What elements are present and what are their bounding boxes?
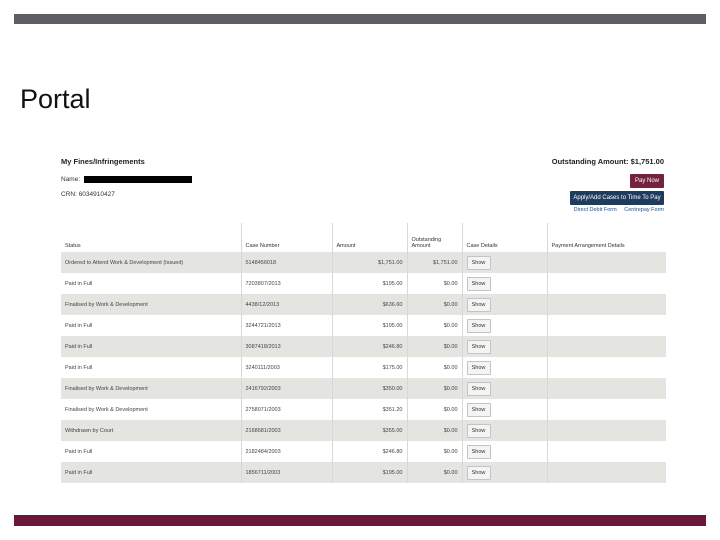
table-row bbox=[61, 294, 666, 315]
form-links bbox=[568, 207, 664, 213]
show-case-details-button[interactable]: Show bbox=[467, 424, 491, 438]
direct-debit-form-link[interactable]: Direct Debit Form bbox=[573, 207, 617, 213]
cell-payment-arrangement bbox=[547, 462, 666, 483]
show-case-details-button[interactable]: Show bbox=[467, 256, 491, 270]
cell-status: Withdrawn by Court bbox=[61, 420, 241, 441]
cell-case-number: 3244721/2013 bbox=[241, 315, 332, 336]
cell-case-details bbox=[462, 252, 547, 273]
header-case-number: Case Number bbox=[241, 223, 332, 252]
table-row bbox=[61, 378, 666, 399]
show-case-details-button[interactable]: Show bbox=[467, 277, 491, 291]
cell-amount: $195.00 bbox=[332, 273, 407, 294]
cell-status: Finalised by Work & Development bbox=[61, 378, 241, 399]
table-row bbox=[61, 357, 666, 378]
cell-case-details bbox=[462, 357, 547, 378]
show-case-details-button[interactable]: Show bbox=[467, 298, 491, 312]
header-case-details: Case Details bbox=[462, 223, 547, 252]
cell-case-details bbox=[462, 420, 547, 441]
top-decorative-bar bbox=[14, 14, 706, 24]
show-case-details-button[interactable]: Show bbox=[467, 319, 491, 333]
cell-outstanding: $0.00 bbox=[407, 420, 462, 441]
cell-outstanding: $0.00 bbox=[407, 273, 462, 294]
show-case-details-button[interactable]: Show bbox=[467, 340, 491, 354]
outstanding-total: Outstanding Amount: $1,751.00 bbox=[551, 157, 664, 166]
cell-amount: $175.00 bbox=[332, 357, 407, 378]
cell-case-details bbox=[462, 441, 547, 462]
table-row bbox=[61, 336, 666, 357]
cell-status: Ordered to Attend Work & Development (Issued) bbox=[61, 252, 241, 273]
show-case-details-button[interactable]: Show bbox=[467, 445, 491, 459]
cell-outstanding: $0.00 bbox=[407, 462, 462, 483]
cell-outstanding: $0.00 bbox=[407, 441, 462, 462]
table-row bbox=[61, 315, 666, 336]
cell-payment-arrangement bbox=[547, 315, 666, 336]
cell-payment-arrangement bbox=[547, 252, 666, 273]
show-case-details-button[interactable]: Show bbox=[467, 466, 491, 480]
cell-outstanding: $0.00 bbox=[407, 378, 462, 399]
cell-case-details bbox=[462, 273, 547, 294]
cell-case-details bbox=[462, 462, 547, 483]
table-row bbox=[61, 273, 666, 294]
cell-amount: $246.80 bbox=[332, 336, 407, 357]
cell-amount: $350.00 bbox=[332, 378, 407, 399]
cell-payment-arrangement bbox=[547, 336, 666, 357]
bottom-decorative-bar bbox=[14, 515, 706, 526]
cell-amount: $636.60 bbox=[332, 294, 407, 315]
table-row bbox=[61, 399, 666, 420]
cell-status: Paid in Full bbox=[61, 273, 241, 294]
cell-case-number: 2758071/2003 bbox=[241, 399, 332, 420]
cell-amount: $195.00 bbox=[332, 315, 407, 336]
cell-status: Paid in Full bbox=[61, 315, 241, 336]
header-payment-arrangement-details: Payment Arrangement Details bbox=[547, 223, 666, 252]
show-case-details-button[interactable]: Show bbox=[467, 382, 491, 396]
show-case-details-button[interactable]: Show bbox=[467, 403, 491, 417]
centrepay-form-link[interactable]: Centrepay Form bbox=[624, 207, 664, 213]
name-row bbox=[61, 176, 192, 183]
cell-outstanding: $0.00 bbox=[407, 315, 462, 336]
cell-payment-arrangement bbox=[547, 441, 666, 462]
cases-table bbox=[61, 223, 666, 483]
cell-case-number: 2416792/2003 bbox=[241, 378, 332, 399]
page-heading: My Fines/Infringements bbox=[61, 157, 145, 166]
cell-payment-arrangement bbox=[547, 273, 666, 294]
slide-title: Portal bbox=[20, 84, 91, 114]
cell-status: Paid in Full bbox=[61, 441, 241, 462]
cell-payment-arrangement bbox=[547, 357, 666, 378]
cell-amount: $1,751.00 bbox=[332, 252, 407, 273]
cell-outstanding: $0.00 bbox=[407, 357, 462, 378]
cell-case-number: 2168681/2003 bbox=[241, 420, 332, 441]
show-case-details-button[interactable]: Show bbox=[467, 361, 491, 375]
cell-case-number: 7203807/2013 bbox=[241, 273, 332, 294]
cell-payment-arrangement bbox=[547, 399, 666, 420]
cell-status: Paid in Full bbox=[61, 336, 241, 357]
cell-payment-arrangement bbox=[547, 294, 666, 315]
header-status: Status bbox=[65, 243, 81, 249]
cell-outstanding: $0.00 bbox=[407, 294, 462, 315]
cell-amount: $195.00 bbox=[332, 462, 407, 483]
apply-time-to-pay-button[interactable]: Apply/Add Cases to Time To Pay bbox=[570, 191, 664, 205]
redacted-name bbox=[84, 176, 192, 183]
cell-amount: $246.80 bbox=[332, 441, 407, 462]
cell-outstanding: $0.00 bbox=[407, 336, 462, 357]
table-row bbox=[61, 252, 666, 273]
header-outstanding-amount: Outstanding Amount bbox=[407, 223, 462, 252]
cell-outstanding: $1,751.00 bbox=[407, 252, 462, 273]
cell-case-number: 3240111/2003 bbox=[241, 357, 332, 378]
table-row bbox=[61, 441, 666, 462]
cell-amount: $355.00 bbox=[332, 420, 407, 441]
cell-case-number: 3087418/2013 bbox=[241, 336, 332, 357]
table-row bbox=[61, 420, 666, 441]
cell-case-number: 5148456018 bbox=[241, 252, 332, 273]
cell-case-details bbox=[462, 378, 547, 399]
cell-status: Finalised by Work & Development bbox=[61, 399, 241, 420]
cell-case-number: 1856711/2003 bbox=[241, 462, 332, 483]
cell-case-details bbox=[462, 399, 547, 420]
cell-case-number: 4438/12/2013 bbox=[241, 294, 332, 315]
cell-status: Paid in Full bbox=[61, 357, 241, 378]
table-row bbox=[61, 462, 666, 483]
cell-case-details bbox=[462, 315, 547, 336]
portal-screenshot bbox=[61, 150, 666, 476]
cell-amount: $351.20 bbox=[332, 399, 407, 420]
cell-case-details bbox=[462, 336, 547, 357]
cell-outstanding: $0.00 bbox=[407, 399, 462, 420]
name-label: Name: bbox=[61, 176, 81, 184]
cell-case-number: 2182484/2003 bbox=[241, 441, 332, 462]
crn-number: CRN: 6034910427 bbox=[61, 191, 115, 198]
header-amount: Amount bbox=[332, 223, 407, 252]
cell-case-details bbox=[462, 294, 547, 315]
cell-payment-arrangement bbox=[547, 420, 666, 441]
cell-payment-arrangement bbox=[547, 378, 666, 399]
table-header-row bbox=[61, 223, 666, 252]
pay-now-button[interactable]: Pay Now bbox=[630, 174, 664, 188]
cell-status: Paid in Full bbox=[61, 462, 241, 483]
cell-status: Finalised by Work & Development bbox=[61, 294, 241, 315]
